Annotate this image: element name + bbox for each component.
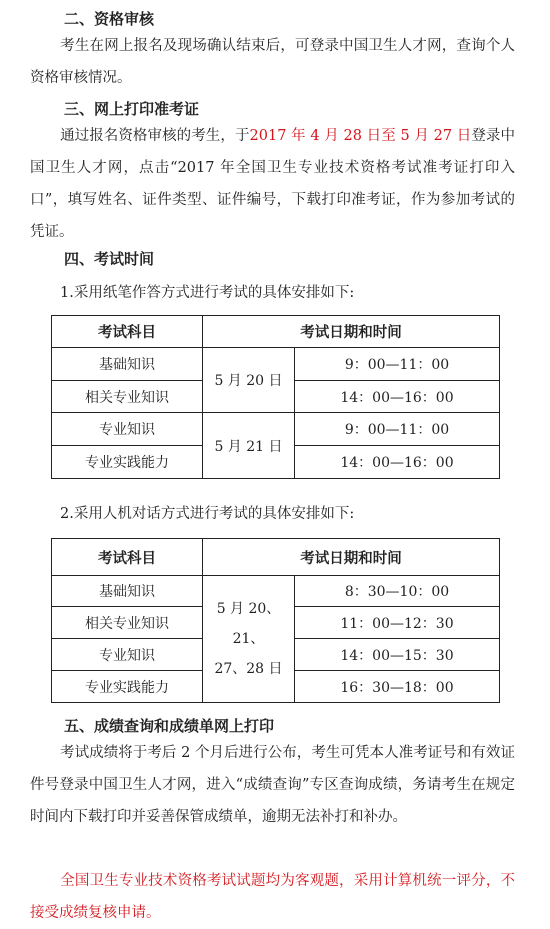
paragraph-admission-ticket <box>30 120 515 248</box>
paragraph-qualification-text: 考生在网上报名及现场确认结束后，可登录中国卫生人才网，查询个人资格审核情况。 <box>30 38 515 86</box>
date-cell <box>203 576 295 703</box>
section-heading-exam-time: 四、考试时间 <box>64 250 155 268</box>
time-cell: 8：30—10：00 <box>295 576 500 607</box>
section-heading-admission-ticket: 三、网上打印准考证 <box>64 100 200 118</box>
table-row <box>52 348 500 381</box>
header-datetime: 考试日期和时间 <box>203 316 500 348</box>
subject-cell: 专业实践能力 <box>52 446 203 479</box>
subject-cell: 专业知识 <box>52 413 203 446</box>
date-cell: 5 月 21 日 <box>203 413 295 479</box>
paragraph-admission-ticket-text-b: 登录中国卫生人才网，点击“2017 年全国卫生专业技术资格考试准考证打印入口”，填写姓名、证件类型、证件编号，下载打印准考证，作为参加考试的凭证。 <box>30 128 515 240</box>
paper-exam-schedule-table <box>51 315 500 479</box>
date-line: 27、28 日 <box>214 661 283 677</box>
subject-cell: 相关专业知识 <box>52 607 203 639</box>
section-heading-score-query: 五、成绩查询和成绩单网上打印 <box>64 717 275 735</box>
computer-exam-schedule-table <box>51 538 500 703</box>
subject-cell: 相关专业知识 <box>52 381 203 413</box>
computer-exam-intro: 2.采用人机对话方式进行考试的具体安排如下: <box>60 506 355 522</box>
paragraph-qualification <box>30 30 515 94</box>
paper-exam-intro: 1.采用纸笔作答方式进行考试的具体安排如下: <box>60 285 355 301</box>
time-cell: 14：00—16：00 <box>295 446 500 479</box>
time-cell: 9：00—11：00 <box>295 413 500 446</box>
subject-cell: 基础知识 <box>52 348 203 381</box>
time-cell: 9：00—11：00 <box>295 348 500 381</box>
table-header-row <box>52 316 500 348</box>
time-cell: 11：00—12：30 <box>295 607 500 639</box>
paragraph-admission-ticket-text-a: 通过报名资格审核的考生，于 <box>60 128 250 144</box>
table-header-row <box>52 539 500 576</box>
paragraph-score-query-text: 考试成绩将于考后 2 个月后进行公布，考生可凭本人准考证号和有效证件号登录中国卫生人才网，进入“成绩查询”专区查询成绩，务请考生在规定时间内下载打印并妥善保管成绩单，逾期无法补打和补办。 <box>30 745 515 825</box>
date-line: 5 月 20、21、 <box>216 601 281 647</box>
header-subject: 考试科目 <box>52 539 203 576</box>
table-row <box>52 576 500 607</box>
section-heading-qualification: 二、资格审核 <box>64 10 155 28</box>
table-row <box>52 413 500 446</box>
time-cell: 16：30—18：00 <box>295 671 500 703</box>
objective-question-note-text: 全国卫生专业技术资格考试试题均为客观题，采用计算机统一评分，不接受成绩复核申请。 <box>30 873 515 921</box>
date-cell: 5 月 20 日 <box>203 348 295 413</box>
paragraph-score-query <box>30 737 515 833</box>
objective-question-note <box>30 865 515 929</box>
time-cell: 14：00—16：00 <box>295 381 500 413</box>
subject-cell: 基础知识 <box>52 576 203 607</box>
subject-cell: 专业实践能力 <box>52 671 203 703</box>
subject-cell: 专业知识 <box>52 639 203 671</box>
time-cell: 14：00—15：30 <box>295 639 500 671</box>
header-datetime: 考试日期和时间 <box>203 539 500 576</box>
admission-ticket-date-range: 2017 年 4 月 28 日至 5 月 27 日 <box>249 128 472 144</box>
header-subject: 考试科目 <box>52 316 203 348</box>
